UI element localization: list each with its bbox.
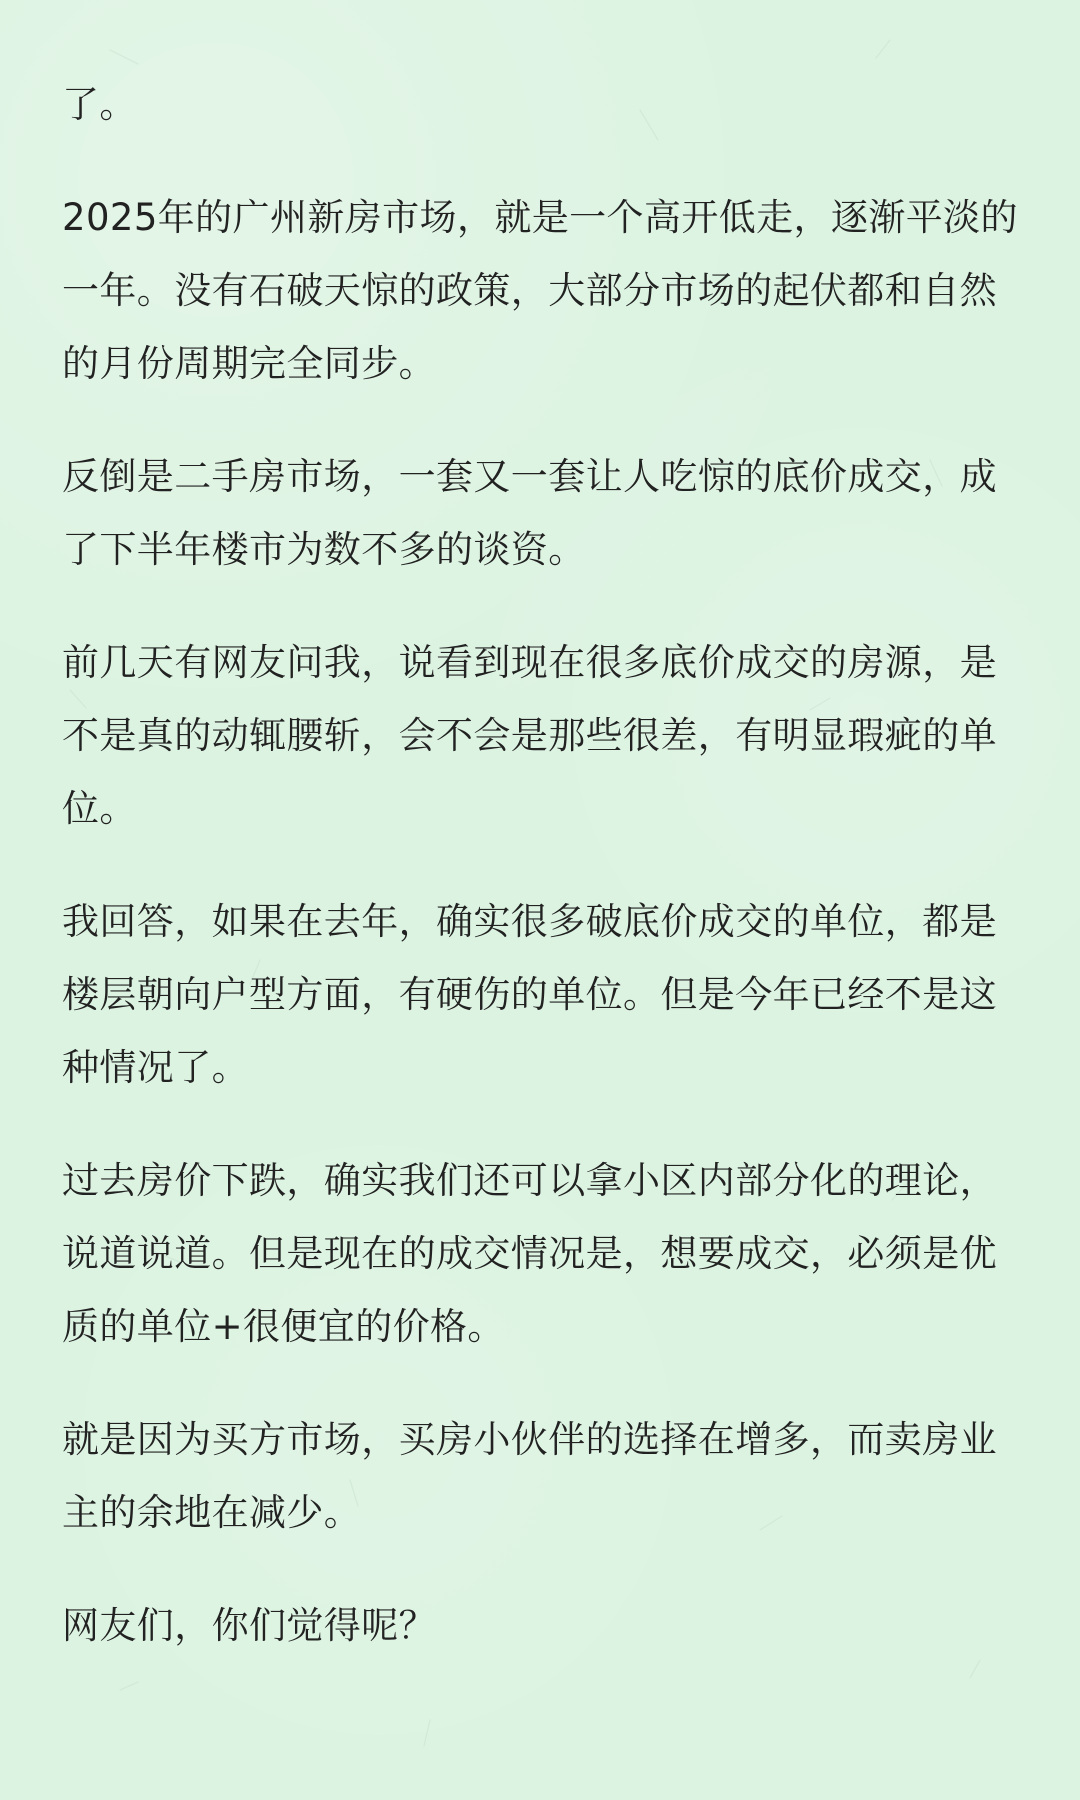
- article-paragraph-6: 过去房价下跌，确实我们还可以拿小区内部分化的理论，说道说道。但是现在的成交情况是，想要成交，必须是优质的单位+很便宜的价格。: [62, 1159, 997, 1348]
- article-paragraph-8: 网友们，你们觉得呢？: [62, 1604, 436, 1647]
- article-paragraph-1: 了。: [62, 83, 137, 126]
- article-paragraph-5: 我回答，如果在去年，确实很多破底价成交的单位，都是楼层朝向户型方面，有硬伤的单位。但是今年已经不是这种情况了。: [62, 900, 997, 1089]
- article-paragraph-2: 2025年的广州新房市场，就是一个高开低走，逐渐平淡的一年。没有石破天惊的政策，大部分市场的起伏都和自然的月份周期完全同步。: [62, 196, 1018, 385]
- article-paragraph-7: 就是因为买方市场，买房小伙伴的选择在增多，而卖房业主的余地在减少。: [62, 1418, 997, 1534]
- article-paragraph-4: 前几天有网友问我，说看到现在很多底价成交的房源，是不是真的动辄腰斩，会不会是那些很差，有明显瑕疵的单位。: [62, 641, 997, 830]
- article-paragraph-3: 反倒是二手房市场，一套又一套让人吃惊的底价成交，成了下半年楼市为数不多的谈资。: [62, 455, 997, 571]
